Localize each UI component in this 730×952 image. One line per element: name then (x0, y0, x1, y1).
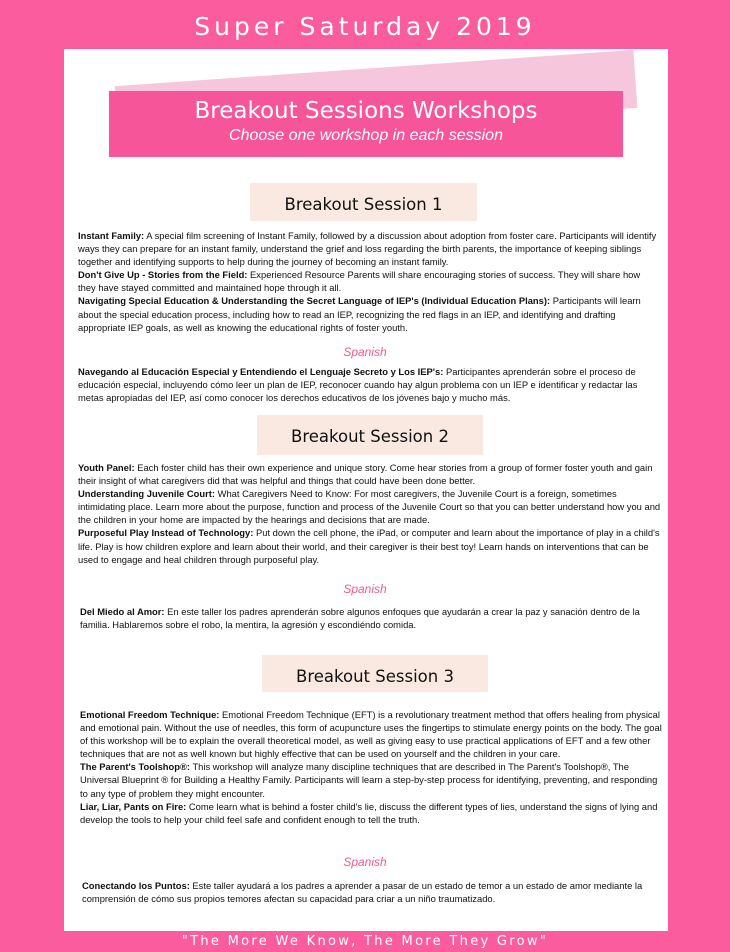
workshop-description: Put down the cell phone, the iPad, or computer and learn about the importance of play in a child's life. Play is how children explore and learn about their world, and their caregiver is their best toy! Learn hands on interventions that can be used to engage and heal children through purposeful play. (78, 527, 660, 565)
session-3-workshops (80, 708, 662, 826)
workshop-item (80, 708, 662, 760)
workshop-description: Este taller ayudará a los padres a aprender a pasar de un estado de temor a un estado de amor mediante la comprensión de cómo sus propios temores afectan su capacidad para criar a un niño traumatizado. (82, 880, 643, 905)
workshop-name: Emotional Freedom Technique: (80, 709, 220, 720)
workshop-description: Emotional Freedom Technique (EFT) is a revolutionary treatment method that offers healing from physical and emotional pain. Without the use of needles, this form of acupuncture uses the fingertips to stimulate energy points on the body. The goal of this workshop will be to explain the overall theoretical model, as well as giving easy to use practical applications of EFT and a few other techniques that are not as well known but highly effective that can be used on yourself and the children in your care. (80, 709, 662, 760)
session-2-heading: Breakout Session 2 (257, 415, 483, 455)
workshop-name: Conectando los Puntos: (82, 880, 190, 891)
banner (109, 91, 623, 157)
session-3-heading: Breakout Session 3 (262, 655, 488, 692)
workshop-name: Don't Give Up - Stories from the Field: (78, 269, 248, 281)
workshop-description: Come learn what is behind a foster child's lie, discuss the different types of lies, understand the signs of lying and develop the tools to help your child feel safe and confident enough to tell the truth. (80, 800, 658, 825)
workshop-item (78, 526, 662, 565)
workshop-name: Youth Panel: (78, 462, 135, 473)
workshop-item (78, 268, 658, 294)
workshop-item (78, 294, 658, 333)
workshop-name: Understanding Juvenile Court: (78, 488, 215, 500)
workshop-item (80, 800, 662, 826)
session-2-workshops (78, 461, 662, 566)
workshop-name: Instant Family: (78, 230, 145, 241)
workshop-description: Each foster child has their own experience and unique story. Come hear stories from a group of former foster youth and gain their insight of what caregivers did that was helpful and things that could have been done better. (78, 462, 653, 487)
spanish-label: Spanish (343, 345, 387, 359)
workshop-name: Liar, Liar, Pants on Fire: (80, 800, 187, 812)
spanish-label: Spanish (343, 855, 387, 869)
workshop-description: Experienced Resource Parents will share encouraging stories of success. They will share how they have stayed committed and maintained hope through it all. (78, 269, 641, 294)
workshop-description: Participants will learn about the special education process, including how to read an IEP, recognizing the red flags in an IEP, and identifying and drafting appropriate IEP goals, as well as knowing the educational rights of foster youth. (78, 295, 641, 333)
page-title: Super Saturday 2019 (194, 12, 536, 41)
workshop-name: Navegando al Educación Especial y Entendiendo el Lenguaje Secreto y Los IEP's: (78, 366, 444, 377)
workshop-description: Participantes aprenderán sobre el proceso de educación especial, incluyendo cómo leer un plan de IEP, reconocer cuando hay algun problema con un IEP e identificar y redactar las metas apropiadas del IEP, así como conocer los derechos educativos de los jóvenes bajo y mucho más. (78, 366, 638, 404)
workshop-item (78, 461, 662, 487)
workshop-description: This workshop will analyze many discipline techniques that are described in The Parent's Toolshop®, The Universal Blueprint ® for Building a Healthy Family. Participants will learn a step-by-step process for identifying, preventing, and responding to any type of problem they might encounter. (80, 761, 658, 799)
workshop-name: Purposeful Play Instead of Technology: (78, 527, 254, 539)
session-1-heading: Breakout Session 1 (250, 183, 477, 221)
workshop-description: A special film screening of Instant Family, followed by a discussion about adoption from foster care. Participants will identify ways they can prepare for an instant family, understand the grief and loss regarding the birth parents, the importance of keeping siblings together and identifying supports to help during the journey of becoming an instant family. (78, 230, 657, 268)
session-3-spanish-workshop (82, 879, 662, 905)
workshop-description: What Caregivers Need to Know: For most caregivers, the Juvenile Court is a foreign, sometimes intimidating place. Learn more about the purpose, function and process of the Juvenile Court so that you can better understand how you and the children in your home are impacted by the hearings and decisions that are made. (78, 488, 661, 526)
footer-quote: "The More We Know, The More They Grow" (181, 934, 549, 949)
banner-subtitle: Choose one workshop in each session (229, 127, 503, 144)
session-1-spanish-workshop (78, 365, 664, 404)
workshop-item (80, 760, 662, 799)
session-2-spanish-workshop (80, 605, 660, 631)
workshop-description: En este taller los padres aprenderán sobre algunos enfoques que ayudarán a crear la paz y sanación dentro de la familia. Hablaremos sobre el robo, la mentira, la agresión y escondiéndo comida. (80, 606, 640, 631)
banner-title: Breakout Sessions Workshops (194, 98, 538, 124)
workshop-name: Navigating Special Education & Understanding the Secret Language of IEP's (Individual Education Plans): (78, 295, 551, 307)
workshop-name: The Parent's Toolshop®: (80, 761, 191, 773)
spanish-label: Spanish (343, 582, 387, 596)
workshop-name: Del Miedo al Amor: (80, 606, 165, 617)
workshop-item (78, 229, 658, 268)
workshop-item (78, 487, 662, 526)
session-1-workshops (78, 229, 658, 334)
